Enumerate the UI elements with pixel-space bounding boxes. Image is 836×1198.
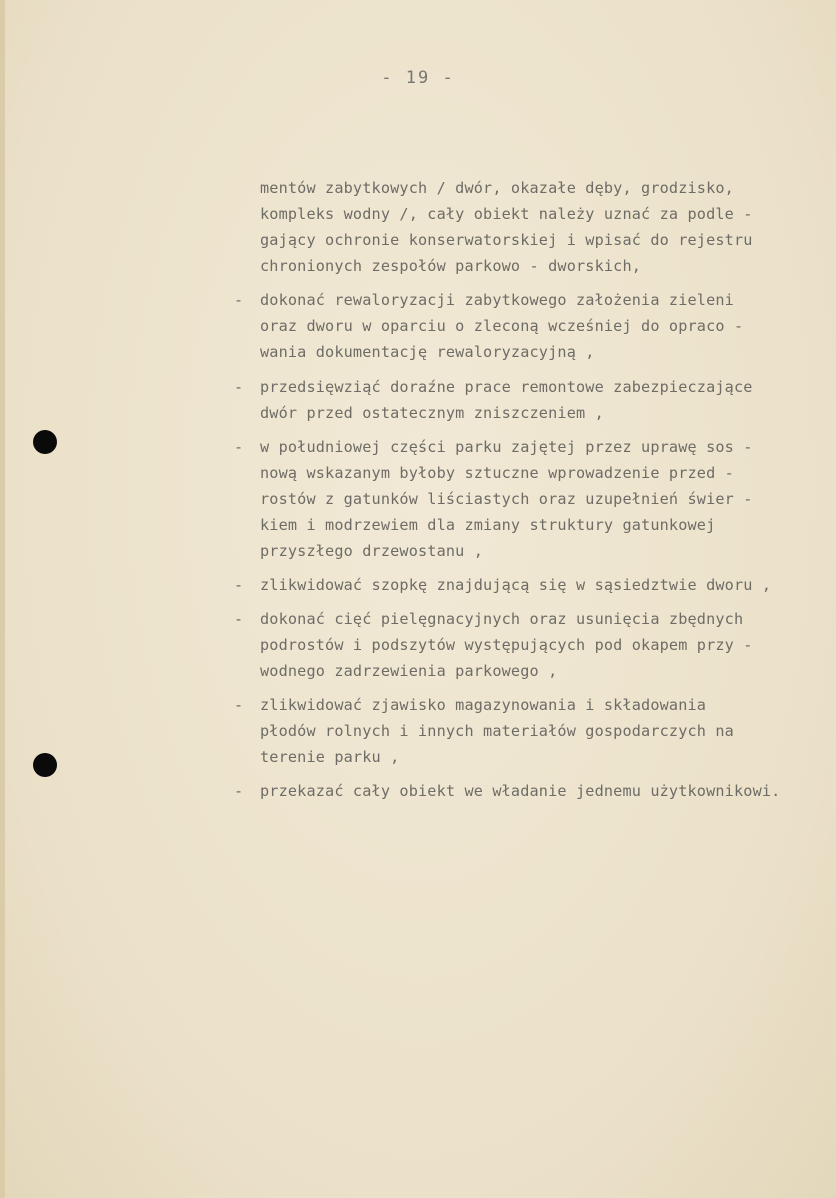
bullet-dash: - (234, 576, 244, 594)
punch-hole (33, 430, 57, 454)
list-item-line: kiem i modrzewiem dla zmiany struktury gatunkowej (260, 516, 716, 534)
page-edge (0, 0, 5, 1198)
page-number: - 19 - (381, 68, 455, 88)
text-line: kompleks wodny /, cały obiekt należy uznać za podle - (260, 205, 753, 223)
list-item-line: przekazać cały obiekt we władanie jednemu użytkownikowi. (260, 782, 781, 800)
text-line: gający ochronie konserwatorskiej i wpisać do rejestru (260, 231, 753, 249)
punch-hole (33, 753, 57, 777)
list-item-line: wodnego zadrzewienia parkowego , (260, 662, 558, 680)
list-item-line: w południowej części parku zajętej przez uprawę sos - (260, 438, 753, 456)
list-item-line: zlikwidować zjawisko magazynowania i składowania (260, 696, 707, 714)
list-item-line: terenie parku , (260, 748, 400, 766)
bullet-dash: - (234, 610, 244, 628)
list-item-line: wania dokumentację rewaloryzacyjną , (260, 343, 595, 361)
bullet-dash: - (234, 378, 244, 396)
list-item-line: dwór przed ostatecznym zniszczeniem , (260, 404, 604, 422)
bullet-dash: - (234, 782, 244, 800)
text-line: mentów zabytkowych / dwór, okazałe dęby, grodzisko, (260, 179, 734, 197)
bullet-dash: - (234, 291, 244, 309)
list-item-line: dokonać rewaloryzacji zabytkowego założenia zieleni (260, 291, 734, 309)
list-item-line: zlikwidować szopkę znajdującą się w sąsiedztwie dworu , (260, 576, 772, 594)
list-item-line: przyszłego drzewostanu , (260, 542, 484, 560)
list-item-line: rostów z gatunków liściastych oraz uzupełnień świer - (260, 490, 753, 508)
list-item-line: dokonać cięć pielęgnacyjnych oraz usunięcia zbędnych (260, 610, 744, 628)
list-item-line: nową wskazanym byłoby sztuczne wprowadzenie przed - (260, 464, 734, 482)
list-item-line: oraz dworu w oparciu o zleconą wcześniej do opraco - (260, 317, 744, 335)
list-item-line: podrostów i podszytów występujących pod okapem przy - (260, 636, 753, 654)
bullet-dash: - (234, 696, 244, 714)
text-line: chronionych zespołów parkowo - dworskich, (260, 257, 642, 275)
list-item-line: przedsięwziąć doraźne prace remontowe zabezpieczające (260, 378, 753, 396)
list-item-line: płodów rolnych i innych materiałów gospodarczych na (260, 722, 734, 740)
bullet-dash: - (234, 438, 244, 456)
